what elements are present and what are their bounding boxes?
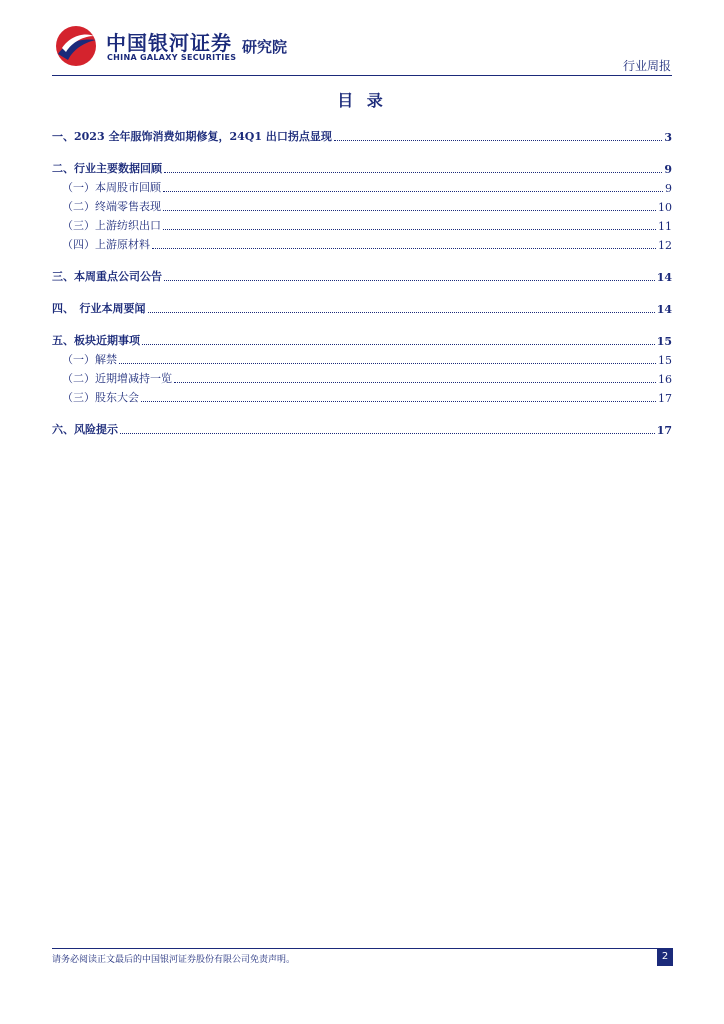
toc-entry-title: （一）解禁 xyxy=(62,353,117,366)
toc-entry-title: （三）股东大会 xyxy=(62,391,139,404)
toc-section-entry[interactable] xyxy=(52,290,672,316)
toc-entry-title: （一）本周股市回顾 xyxy=(62,181,161,194)
toc-subsection-entry[interactable] xyxy=(52,176,672,195)
toc-leader-dots xyxy=(163,191,663,192)
toc-entry-page: 15 xyxy=(658,354,672,367)
toc-subsection-entry[interactable] xyxy=(52,195,672,214)
disclaimer-note: 请务必阅读正文最后的中国银河证券股份有限公司免责声明。 xyxy=(52,955,296,965)
toc-entry-page: 9 xyxy=(664,163,672,176)
toc-section-entry[interactable] xyxy=(52,258,672,284)
table-of-contents xyxy=(52,118,672,437)
toc-subsection-entry[interactable] xyxy=(52,386,672,405)
toc-subsection-entry[interactable] xyxy=(52,233,672,252)
toc-leader-dots xyxy=(142,344,655,345)
galaxy-logo-icon xyxy=(52,24,100,68)
toc-leader-dots xyxy=(141,401,656,402)
toc-subsection-entry[interactable] xyxy=(52,367,672,386)
toc-entry-title: 四、 行业本周要闻 xyxy=(52,302,146,315)
toc-leader-dots xyxy=(119,363,656,364)
toc-section-entry[interactable] xyxy=(52,411,672,437)
toc-entry-page: 14 xyxy=(656,303,672,316)
toc-title: 目 录 xyxy=(337,91,387,110)
toc-entry-page: 3 xyxy=(664,131,672,144)
toc-leader-dots xyxy=(120,433,655,434)
toc-leader-dots xyxy=(148,312,655,313)
toc-leader-dots xyxy=(174,382,656,383)
toc-entry-title: （二）终端零售表现 xyxy=(62,200,161,213)
toc-entry-title: 一、2023 全年服饰消费如期修复，24Q1 出口拐点显现 xyxy=(52,130,332,143)
toc-entry-page: 12 xyxy=(658,239,672,252)
toc-leader-dots xyxy=(164,280,655,281)
toc-section-entry[interactable] xyxy=(52,322,672,348)
toc-section-entry[interactable] xyxy=(52,150,672,176)
page-header xyxy=(0,0,724,80)
toc-entry-page: 14 xyxy=(656,271,672,284)
header-divider xyxy=(52,75,672,76)
toc-leader-dots xyxy=(152,248,656,249)
toc-entry-title: （二）近期增减持一览 xyxy=(62,372,172,385)
toc-entry-title: 五、板块近期事项 xyxy=(52,334,140,347)
toc-entry-page: 17 xyxy=(656,424,672,437)
brand-name-en: CHINA GALAXY SECURITIES xyxy=(107,53,237,62)
brand-name-cn: 中国银河证券 xyxy=(106,31,232,55)
toc-entry-title: 六、风险提示 xyxy=(52,423,118,436)
footer-divider xyxy=(52,948,672,949)
toc-entry-title: 二、行业主要数据回顾 xyxy=(52,162,162,175)
toc-entry-page: 11 xyxy=(658,220,672,233)
page-number: 2 xyxy=(657,948,673,966)
toc-subsection-entry[interactable] xyxy=(52,348,672,367)
toc-entry-page: 16 xyxy=(658,373,672,386)
toc-entry-page: 17 xyxy=(658,392,672,405)
toc-entry-page: 10 xyxy=(658,201,672,214)
toc-leader-dots xyxy=(163,229,656,230)
toc-leader-dots xyxy=(164,172,662,173)
toc-section-entry[interactable] xyxy=(52,118,672,144)
toc-entry-title: （三）上游纺织出口 xyxy=(62,219,161,232)
toc-entry-page: 9 xyxy=(665,182,672,195)
report-type-label: 行业周报 xyxy=(622,59,671,73)
toc-entry-title: 三、本周重点公司公告 xyxy=(52,270,162,283)
brand-subtitle: 研究院 xyxy=(242,38,288,56)
toc-subsection-entry[interactable] xyxy=(52,214,672,233)
toc-leader-dots xyxy=(163,210,656,211)
toc-leader-dots xyxy=(334,140,663,141)
toc-entry-title: （四）上游原材料 xyxy=(62,238,150,251)
toc-entry-page: 15 xyxy=(656,335,672,348)
